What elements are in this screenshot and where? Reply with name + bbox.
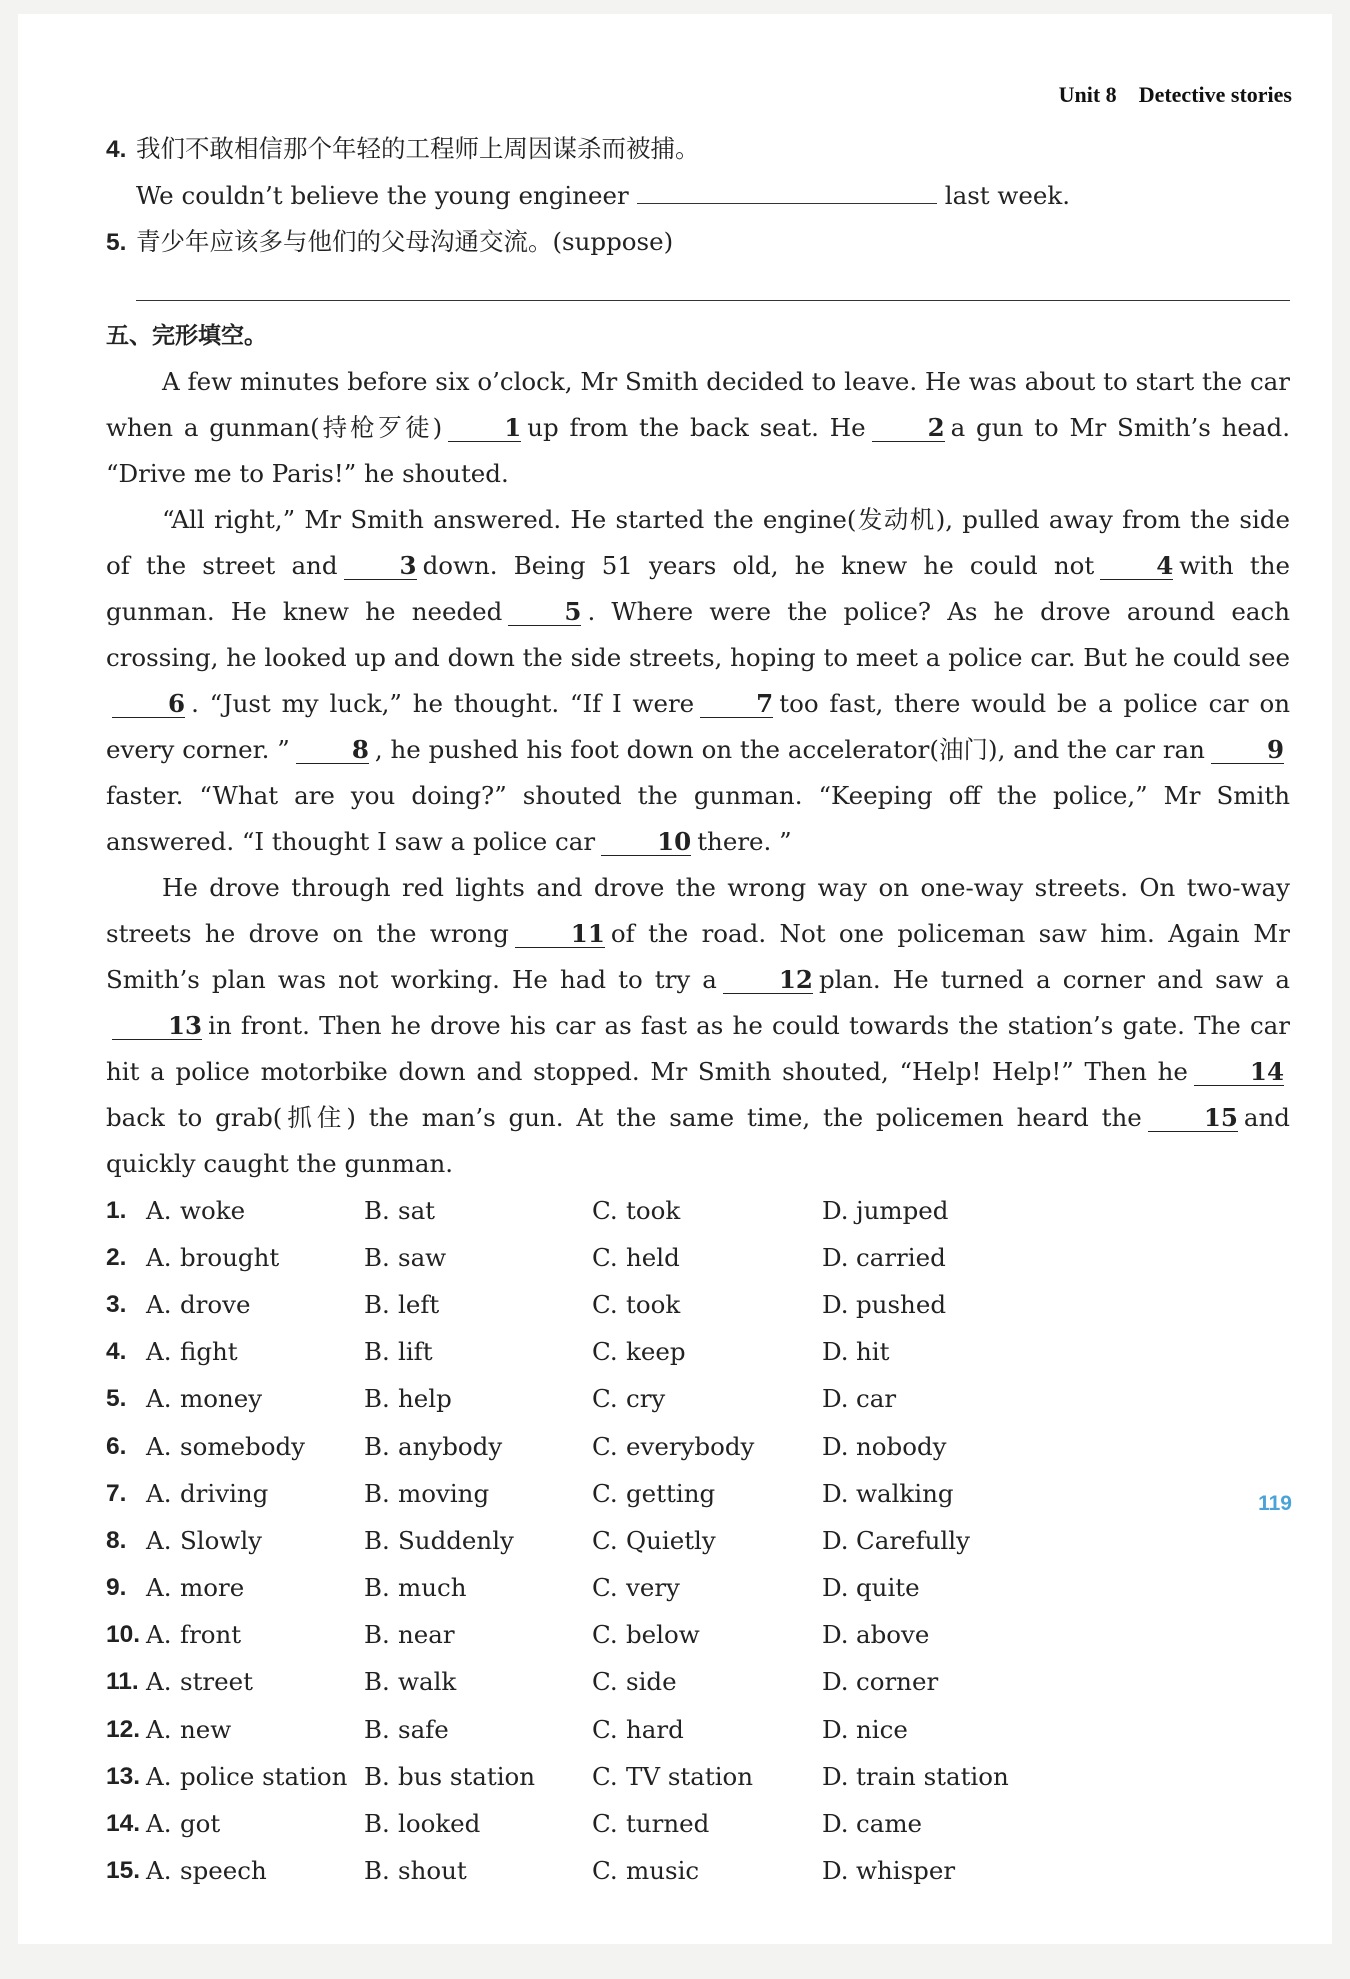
option-text: Slowly	[180, 1525, 263, 1555]
option-text: new	[180, 1714, 232, 1744]
item-number: 4.	[106, 136, 127, 163]
question-number: 10.	[106, 1621, 141, 1649]
question-number: 1.	[106, 1196, 127, 1224]
option-text: above	[856, 1620, 930, 1650]
option-b[interactable]	[364, 1518, 592, 1564]
option-text: held	[626, 1242, 680, 1272]
question-number: 4.	[106, 1338, 127, 1366]
question-number: 6.	[106, 1432, 127, 1460]
option-text: fight	[180, 1337, 238, 1367]
option-text: moving	[398, 1478, 490, 1508]
cloze-gap[interactable]: 1	[448, 415, 521, 442]
option-row	[106, 1612, 1290, 1659]
option-letter: A.	[146, 1337, 172, 1367]
passage-text: and quickly caught the gunman.	[106, 1103, 1290, 1178]
option-text: much	[398, 1573, 467, 1603]
question-number: 8.	[106, 1526, 127, 1554]
option-row	[106, 1565, 1290, 1612]
option-text: more	[180, 1573, 245, 1603]
option-letter: A.	[146, 1809, 172, 1839]
option-letter: D.	[822, 1667, 849, 1697]
question-number: 7.	[106, 1479, 127, 1507]
option-c[interactable]	[592, 1612, 822, 1658]
option-text: pushed	[856, 1289, 946, 1319]
page-content	[106, 126, 1290, 1895]
option-letter: D.	[822, 1761, 849, 1791]
option-a[interactable]	[146, 1424, 364, 1470]
option-letter: B.	[364, 1714, 390, 1744]
option-text: took	[626, 1195, 681, 1225]
option-row	[106, 1281, 1290, 1328]
option-d[interactable]	[822, 1659, 1052, 1705]
passage-text: A few minutes before six o’clock, Mr Smith decided to leave. He was about to start the car when a gunman(持枪歹徒)	[106, 367, 1290, 442]
cloze-gap[interactable]: 2	[872, 415, 945, 442]
option-text: everybody	[626, 1431, 755, 1461]
option-text: side	[626, 1667, 677, 1697]
cloze-gap[interactable]: 11	[515, 921, 605, 948]
option-letter: C.	[592, 1242, 618, 1272]
option-text: quite	[856, 1573, 920, 1603]
option-a[interactable]	[146, 1235, 364, 1281]
passage-text: too fast, there would be a police car on every corner. ”	[106, 689, 1290, 764]
section-title: 五、完形填空。	[106, 323, 267, 349]
translation-item-5	[106, 219, 1290, 266]
option-letter: A.	[146, 1384, 172, 1414]
passage-text: up from the back seat. He	[527, 413, 866, 442]
option-row	[106, 1329, 1290, 1376]
option-letter: B.	[364, 1337, 390, 1367]
option-letter: B.	[364, 1809, 390, 1839]
passage-paragraph-3	[106, 865, 1290, 1187]
option-letter: B.	[364, 1573, 390, 1603]
option-d[interactable]	[822, 1424, 1052, 1470]
option-text: took	[626, 1289, 681, 1319]
option-b[interactable]	[364, 1424, 592, 1470]
option-row	[106, 1470, 1290, 1517]
option-row	[106, 1706, 1290, 1753]
option-text: Quietly	[626, 1525, 716, 1555]
option-row	[106, 1517, 1290, 1564]
page-number: 119	[1258, 1492, 1292, 1515]
option-a[interactable]	[146, 1707, 364, 1753]
option-letter: B.	[364, 1856, 390, 1886]
option-text: very	[626, 1573, 680, 1603]
option-letter: A.	[146, 1856, 172, 1886]
option-c[interactable]	[592, 1376, 822, 1422]
question-number: 11.	[106, 1668, 139, 1696]
option-a[interactable]	[146, 1754, 364, 1800]
question-number: 13.	[106, 1762, 141, 1790]
sentence-start: We couldn’t believe the young engineer	[136, 181, 629, 210]
option-letter: A.	[146, 1242, 172, 1272]
option-letter: D.	[822, 1431, 849, 1461]
option-b[interactable]	[364, 1188, 592, 1234]
option-text: carried	[856, 1242, 946, 1272]
option-c[interactable]	[592, 1329, 822, 1375]
cloze-gap[interactable]: 8	[296, 737, 369, 764]
option-d[interactable]	[822, 1754, 1052, 1800]
option-a[interactable]	[146, 1612, 364, 1658]
option-a[interactable]	[146, 1329, 364, 1375]
option-letter: D.	[822, 1809, 849, 1839]
answer-line[interactable]	[136, 276, 1290, 301]
option-b[interactable]	[364, 1329, 592, 1375]
option-letter: B.	[364, 1431, 390, 1461]
option-text: came	[856, 1809, 923, 1839]
option-letter: C.	[592, 1337, 618, 1367]
option-letter: D.	[822, 1337, 849, 1367]
option-text: anybody	[398, 1431, 503, 1461]
option-d[interactable]	[822, 1848, 1052, 1894]
option-row	[106, 1753, 1290, 1800]
option-c[interactable]	[592, 1471, 822, 1517]
option-letter: A.	[146, 1195, 172, 1225]
question-number: 2.	[106, 1243, 127, 1271]
option-letter: C.	[592, 1667, 618, 1697]
option-text: TV station	[626, 1761, 754, 1791]
option-b[interactable]	[364, 1801, 592, 1847]
option-b[interactable]	[364, 1376, 592, 1422]
option-text: nobody	[856, 1431, 947, 1461]
option-text: got	[180, 1809, 221, 1839]
option-letter: C.	[592, 1809, 618, 1839]
option-text: walk	[398, 1667, 457, 1697]
option-letter: A.	[146, 1620, 172, 1650]
option-text: Carefully	[856, 1525, 970, 1555]
cloze-gap[interactable]: 7	[700, 691, 773, 718]
passage-text: faster. “What are you doing?” shouted the gunman. “Keeping off the police,” Mr Smith answered. “I thought I saw a police car	[106, 781, 1290, 856]
passage-text: . Where were the police? As he drove around each crossing, he looked up and down the side streets, hoping to meet a police car. But he could see	[106, 597, 1290, 672]
cloze-gap[interactable]: 5	[508, 599, 581, 626]
header-unit: Unit 8	[1058, 82, 1117, 107]
option-c[interactable]	[592, 1235, 822, 1281]
option-text: brought	[180, 1242, 280, 1272]
option-c[interactable]	[592, 1801, 822, 1847]
option-letter: A.	[146, 1525, 172, 1555]
option-d[interactable]	[822, 1471, 1052, 1517]
cloze-gap[interactable]: 12	[723, 967, 813, 994]
option-text: Suddenly	[398, 1525, 514, 1555]
option-letter: C.	[592, 1714, 618, 1744]
option-text: turned	[626, 1809, 710, 1839]
option-row	[106, 1848, 1290, 1895]
option-d[interactable]	[822, 1518, 1052, 1564]
option-text: keep	[626, 1337, 686, 1367]
option-c[interactable]	[592, 1518, 822, 1564]
cloze-passage	[106, 359, 1290, 1187]
passage-paragraph-2	[106, 497, 1290, 865]
option-text: looked	[398, 1809, 481, 1839]
chinese-sentence: 青少年应该多与他们的父母沟通交流。(suppose)	[136, 227, 674, 256]
question-number: 5.	[106, 1385, 127, 1413]
option-text: woke	[180, 1195, 246, 1225]
option-d[interactable]	[822, 1707, 1052, 1753]
option-text: somebody	[180, 1431, 306, 1461]
option-text: hard	[626, 1714, 684, 1744]
option-letter: C.	[592, 1195, 618, 1225]
option-letter: A.	[146, 1478, 172, 1508]
option-a[interactable]	[146, 1848, 364, 1894]
option-d[interactable]	[822, 1612, 1052, 1658]
option-letter: D.	[822, 1242, 849, 1272]
option-text: left	[398, 1289, 440, 1319]
header-title: Detective stories	[1138, 82, 1292, 107]
option-text: hit	[856, 1337, 890, 1367]
question-number: 14.	[106, 1810, 141, 1838]
option-c[interactable]	[592, 1282, 822, 1328]
passage-text: He drove through red lights and drove the wrong way on one-way streets. On two-way streets he drove on the wrong	[106, 873, 1290, 948]
option-text: help	[398, 1384, 452, 1414]
option-b[interactable]	[364, 1612, 592, 1658]
option-b[interactable]	[364, 1282, 592, 1328]
option-text: nice	[856, 1714, 908, 1744]
option-text: shout	[398, 1856, 467, 1886]
option-letter: A.	[146, 1573, 172, 1603]
option-text: getting	[626, 1478, 716, 1508]
option-letter: C.	[592, 1525, 618, 1555]
passage-text: down. Being 51 years old, he knew he could not	[422, 551, 1095, 580]
option-letter: D.	[822, 1195, 849, 1225]
translation-item-4	[106, 126, 1290, 173]
option-letter: B.	[364, 1195, 390, 1225]
option-letter: D.	[822, 1714, 849, 1744]
option-letter: D.	[822, 1573, 849, 1603]
option-text: speech	[180, 1856, 267, 1886]
cloze-gap[interactable]: 4	[1100, 553, 1173, 580]
option-a[interactable]	[146, 1376, 364, 1422]
option-c[interactable]	[592, 1848, 822, 1894]
option-c[interactable]	[592, 1707, 822, 1753]
option-letter: B.	[364, 1242, 390, 1272]
cloze-gap[interactable]: 14	[1194, 1059, 1284, 1086]
cloze-gap[interactable]: 3	[344, 553, 417, 580]
option-letter: B.	[364, 1384, 390, 1414]
option-c[interactable]	[592, 1424, 822, 1470]
passage-text: . “Just my luck,” he thought. “If I were	[191, 689, 695, 718]
passage-text: there. ”	[697, 827, 792, 856]
option-letter: C.	[592, 1478, 618, 1508]
option-text: bus station	[398, 1761, 536, 1791]
option-letter: D.	[822, 1620, 849, 1650]
option-a[interactable]	[146, 1659, 364, 1705]
option-d[interactable]	[822, 1188, 1052, 1234]
option-text: front	[180, 1620, 242, 1650]
option-row	[106, 1800, 1290, 1847]
option-letter: C.	[592, 1289, 618, 1319]
option-letter: C.	[592, 1431, 618, 1461]
passage-text: , he pushed his foot down on the accelerator(油门), and the car ran	[374, 735, 1205, 764]
option-d[interactable]	[822, 1235, 1052, 1281]
option-letter: B.	[364, 1761, 390, 1791]
workbook-page	[18, 14, 1332, 1944]
option-letter: D.	[822, 1478, 849, 1508]
option-row	[106, 1376, 1290, 1423]
option-text: lift	[398, 1337, 433, 1367]
option-letter: A.	[146, 1714, 172, 1744]
cloze-gap[interactable]: 15	[1148, 1105, 1238, 1132]
option-b[interactable]	[364, 1565, 592, 1611]
option-d[interactable]	[822, 1801, 1052, 1847]
question-number: 15.	[106, 1857, 141, 1885]
option-b[interactable]	[364, 1754, 592, 1800]
option-text: sat	[398, 1195, 436, 1225]
passage-text: in front. Then he drove his car as fast as he could towards the station’s gate. The car hit a police motorbike down and stopped. Mr Smith shouted, “Help! Help!” Then he	[106, 1011, 1290, 1086]
option-a[interactable]	[146, 1282, 364, 1328]
option-c[interactable]	[592, 1754, 822, 1800]
option-text: safe	[398, 1714, 449, 1744]
passage-paragraph-1	[106, 359, 1290, 497]
option-text: near	[398, 1620, 455, 1650]
option-letter: B.	[364, 1620, 390, 1650]
option-a[interactable]	[146, 1188, 364, 1234]
option-c[interactable]	[592, 1188, 822, 1234]
cloze-gap[interactable]: 13	[112, 1013, 202, 1040]
option-text: driving	[180, 1478, 269, 1508]
option-text: street	[180, 1667, 253, 1697]
item-number: 5.	[106, 229, 127, 256]
option-text: jumped	[856, 1195, 949, 1225]
question-number: 9.	[106, 1574, 127, 1602]
option-a[interactable]	[146, 1801, 364, 1847]
option-c[interactable]	[592, 1565, 822, 1611]
passage-text: “All right,” Mr Smith answered. He started the engine(发动机), pulled away from the side of the street and	[106, 505, 1290, 580]
option-text: cry	[626, 1384, 666, 1414]
cloze-gap[interactable]: 9	[1211, 737, 1284, 764]
option-letter: C.	[592, 1384, 618, 1414]
option-a[interactable]	[146, 1518, 364, 1564]
option-b[interactable]	[364, 1235, 592, 1281]
running-header	[1059, 82, 1292, 108]
option-letter: C.	[592, 1620, 618, 1650]
option-a[interactable]	[146, 1471, 364, 1517]
option-text: corner	[856, 1667, 939, 1697]
option-letter: C.	[592, 1573, 618, 1603]
option-b[interactable]	[364, 1848, 592, 1894]
option-letter: B.	[364, 1289, 390, 1319]
option-letter: C.	[592, 1856, 618, 1886]
option-text: money	[180, 1384, 263, 1414]
option-d[interactable]	[822, 1376, 1052, 1422]
option-d[interactable]	[822, 1282, 1052, 1328]
option-letter: D.	[822, 1525, 849, 1555]
option-letter: B.	[364, 1667, 390, 1697]
option-text: train station	[856, 1761, 1009, 1791]
option-letter: A.	[146, 1431, 172, 1461]
sentence-end: last week.	[944, 181, 1071, 210]
english-sentence-4	[106, 173, 1290, 219]
option-letter: B.	[364, 1478, 390, 1508]
option-text: car	[856, 1384, 897, 1414]
option-text: walking	[856, 1478, 954, 1508]
passage-text: back to grab(抓住) the man’s gun. At the same time, the policemen heard the	[106, 1103, 1142, 1132]
passage-text: a gun to Mr Smith’s head. “Drive me to Paris!” he shouted.	[106, 413, 1291, 488]
option-letter: B.	[364, 1525, 390, 1555]
chinese-sentence: 我们不敢相信那个年轻的工程师上周因谋杀而被捕。	[136, 134, 700, 163]
option-c[interactable]	[592, 1659, 822, 1705]
answer-blank[interactable]	[637, 183, 937, 204]
option-letter: D.	[822, 1856, 849, 1886]
option-b[interactable]	[364, 1707, 592, 1753]
option-row	[106, 1423, 1290, 1470]
option-row	[106, 1187, 1290, 1234]
option-text: saw	[398, 1242, 447, 1272]
option-d[interactable]	[822, 1565, 1052, 1611]
option-b[interactable]	[364, 1471, 592, 1517]
option-row	[106, 1659, 1290, 1706]
passage-text: plan. He turned a corner and saw a	[818, 965, 1290, 994]
option-a[interactable]	[146, 1565, 364, 1611]
option-letter: A.	[146, 1667, 172, 1697]
option-letter: A.	[146, 1289, 172, 1319]
option-d[interactable]	[822, 1329, 1052, 1375]
option-letter: D.	[822, 1289, 849, 1319]
question-number: 12.	[106, 1715, 141, 1743]
option-letter: C.	[592, 1761, 618, 1791]
passage-text: with the gunman. He knew he needed	[106, 551, 1290, 626]
option-b[interactable]	[364, 1659, 592, 1705]
cloze-gap[interactable]: 6	[112, 691, 185, 718]
option-letter: A.	[146, 1761, 172, 1791]
option-text: below	[626, 1620, 700, 1650]
option-text: drove	[180, 1289, 251, 1319]
option-row	[106, 1234, 1290, 1281]
question-number: 3.	[106, 1290, 127, 1318]
option-text: whisper	[856, 1856, 956, 1886]
passage-text: of the road. Not one policeman saw him. Again Mr Smith’s plan was not working. He had to try a	[106, 919, 1290, 994]
answer-options	[106, 1187, 1290, 1895]
option-text: police station	[180, 1761, 348, 1791]
option-letter: D.	[822, 1384, 849, 1414]
cloze-gap[interactable]: 10	[601, 829, 691, 856]
option-text: music	[626, 1856, 700, 1886]
